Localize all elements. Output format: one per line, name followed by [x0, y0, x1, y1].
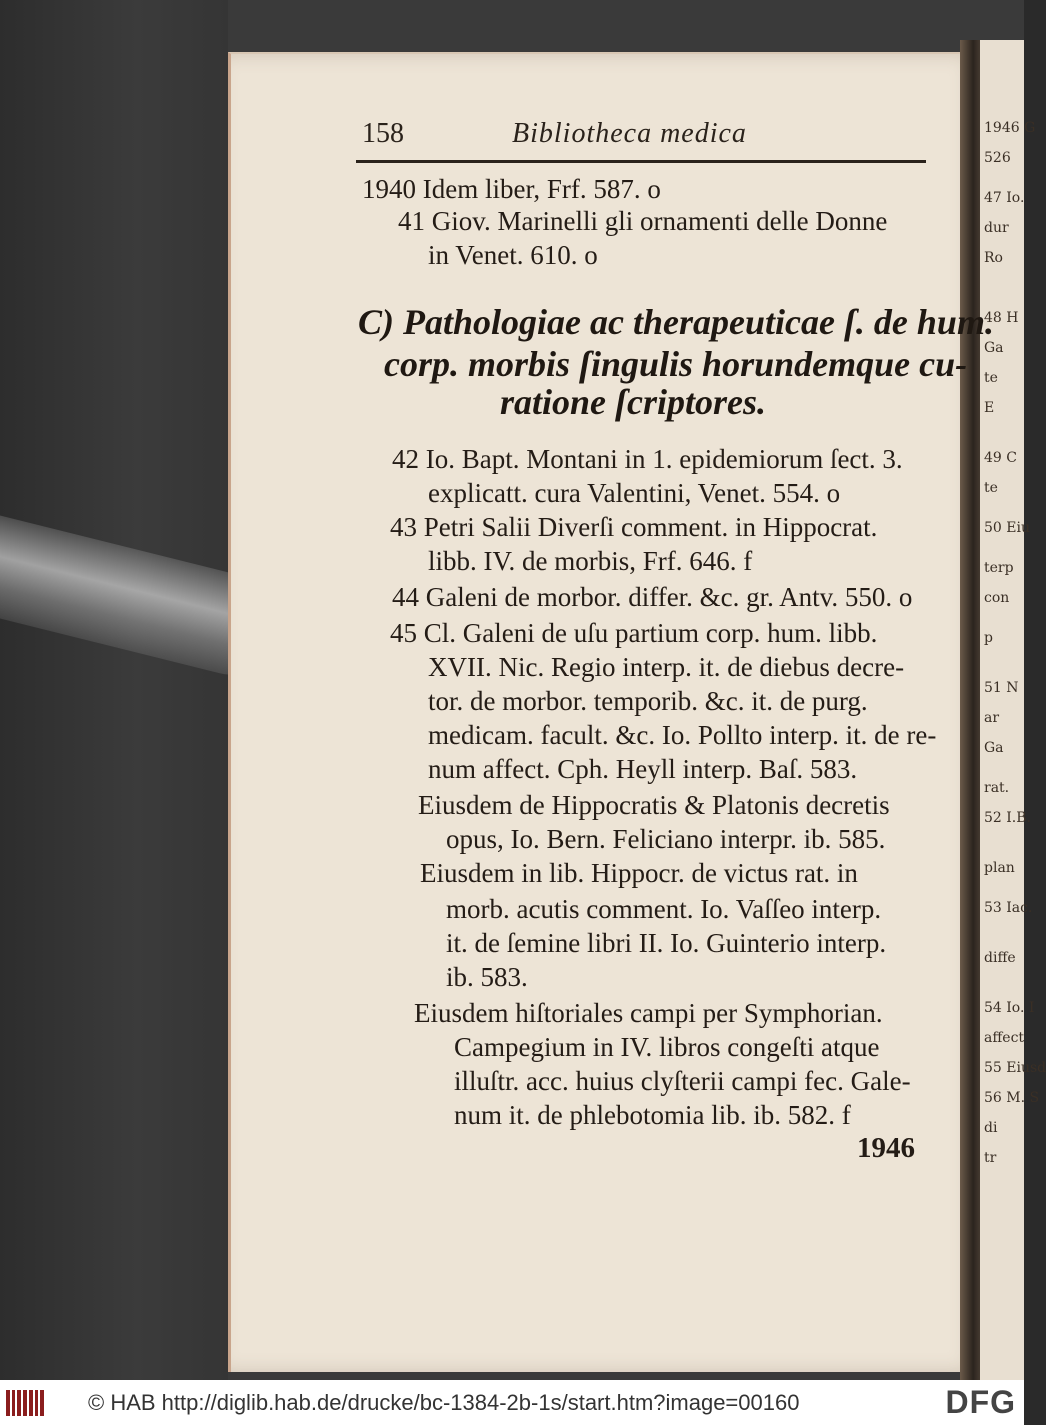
footer-url: © HAB http://diglib.hab.de/drucke/bc-1384-2b-1s/start.htm?image=00160 [88, 1390, 800, 1415]
entry-line: 43 Petri Salii Diverſi comment. in Hippocrat. [390, 512, 878, 542]
entry-line: explicatt. cura Valentini, Venet. 554. o [428, 478, 841, 508]
facing-page-fragment: 49 C [984, 450, 1017, 466]
section-heading-line: C) Pathologiae ac therapeuticae ſ. de hum. [358, 302, 994, 342]
entry-line: 44 Galeni de morbor. differ. &c. gr. Antv. 550. o [392, 582, 913, 612]
book-gutter [960, 40, 982, 1380]
entry-line: it. de ſemine libri II. Io. Guinterio interp. [446, 928, 887, 958]
running-head [362, 118, 927, 158]
facing-page-fragment: p [984, 630, 993, 646]
facing-page-fragment: 47 Io. [984, 190, 1025, 206]
header-rule [356, 160, 926, 163]
entry-line: Campegium in IV. libros congeſti atque [454, 1032, 880, 1062]
page-number: 158 [362, 118, 404, 149]
facing-page-fragment: diffe [984, 950, 1016, 966]
facing-page-fragment: con [984, 590, 1010, 606]
facing-page-fragment: Ga [984, 340, 1004, 356]
entry-line: medicam. facult. &c. Io. Pollto interp. it. de re- [428, 720, 937, 750]
facing-page-fragment: terp [984, 560, 1014, 576]
entry-line: XVII. Nic. Regio interp. it. de diebus decre- [428, 652, 905, 682]
entry-line: Eiusdem hiſtoriales campi per Symphorian. [414, 998, 883, 1028]
entry-line: Eiusdem de Hippocratis & Platonis decretis [418, 790, 890, 820]
facing-page-fragment: Ga [984, 740, 1004, 756]
entry-line: 45 Cl. Galeni de uſu partium corp. hum. libb. [390, 618, 878, 648]
catchword: 1946 [857, 1132, 915, 1164]
facing-page-fragment: te [984, 480, 998, 496]
facing-page-fragment: di [984, 1120, 998, 1136]
entry-line: opus, Io. Bern. Feliciano interpr. ib. 585. [446, 824, 886, 854]
entry-line: num affect. Cph. Heyll interp. Baſ. 583. [428, 754, 858, 784]
facing-page-edge [980, 40, 1046, 1380]
facing-page-fragment: 48 H [984, 310, 1019, 326]
facing-page-fragment: plan [984, 860, 1015, 876]
running-title: Bibliotheca medica [512, 118, 747, 149]
facing-page-fragment: 51 N [984, 680, 1019, 696]
facing-page-fragment: ar [984, 710, 1000, 726]
entry-line: in Venet. 610. o [428, 240, 598, 270]
facing-page-fragment: 54 Io. I [984, 1000, 1035, 1016]
hab-logo-icon [6, 1390, 44, 1416]
entry-line: num it. de phlebotomia lib. ib. 582. f [454, 1100, 851, 1130]
facing-page-fragment: Ro [984, 250, 1003, 266]
entry-line: illuſtr. acc. huius clyſterii campi fec. Gale- [454, 1066, 911, 1096]
facing-page-fragment: te [984, 370, 998, 386]
facing-page-fragment: dur [984, 220, 1009, 236]
facing-page-fragment: tr [984, 1150, 997, 1166]
facing-page-fragment: E [984, 400, 995, 416]
facing-page-fragment: 1946 G [984, 120, 1036, 136]
book-cover [0, 0, 228, 1380]
entry-line: 1940 Idem liber, Frf. 587. o [362, 174, 661, 204]
facing-page-fragment: 56 M. S [984, 1090, 1040, 1106]
facing-page-fragment: rat. [984, 780, 1010, 796]
section-heading-line: ratione ſcriptores. [500, 382, 766, 422]
entry-line: tor. de morbor. temporib. &c. it. de purg. [428, 686, 868, 716]
entry-line: libb. IV. de morbis, Frf. 646. f [428, 546, 753, 576]
entry-line: Eiusdem in lib. Hippocr. de victus rat. in [420, 858, 858, 888]
dfg-logo: DFG [945, 1384, 1016, 1420]
entry-line: morb. acutis comment. Io. Vaſſeo interp. [446, 894, 882, 924]
facing-page-fragment: 53 Iac. [984, 900, 1033, 916]
entry-line: 41 Giov. Marinelli gli ornamenti delle Donne [398, 206, 888, 236]
facing-page-fragment: 55 Eiusd [984, 1060, 1046, 1076]
facing-page-fragment: 526 [984, 150, 1011, 166]
facing-page-fragment: affect [984, 1030, 1025, 1046]
entry-line: 42 Io. Bapt. Montani in 1. epidemiorum ſect. 3. [392, 444, 903, 474]
entry-line: ib. 583. [446, 962, 528, 992]
footer-bar [0, 1380, 1024, 1425]
facing-page-fragment: 52 I.B. [984, 810, 1031, 826]
facing-page-fragment: 50 Eiu [984, 520, 1030, 536]
section-heading-line: corp. morbis ſingulis horundemque cu- [384, 344, 968, 384]
